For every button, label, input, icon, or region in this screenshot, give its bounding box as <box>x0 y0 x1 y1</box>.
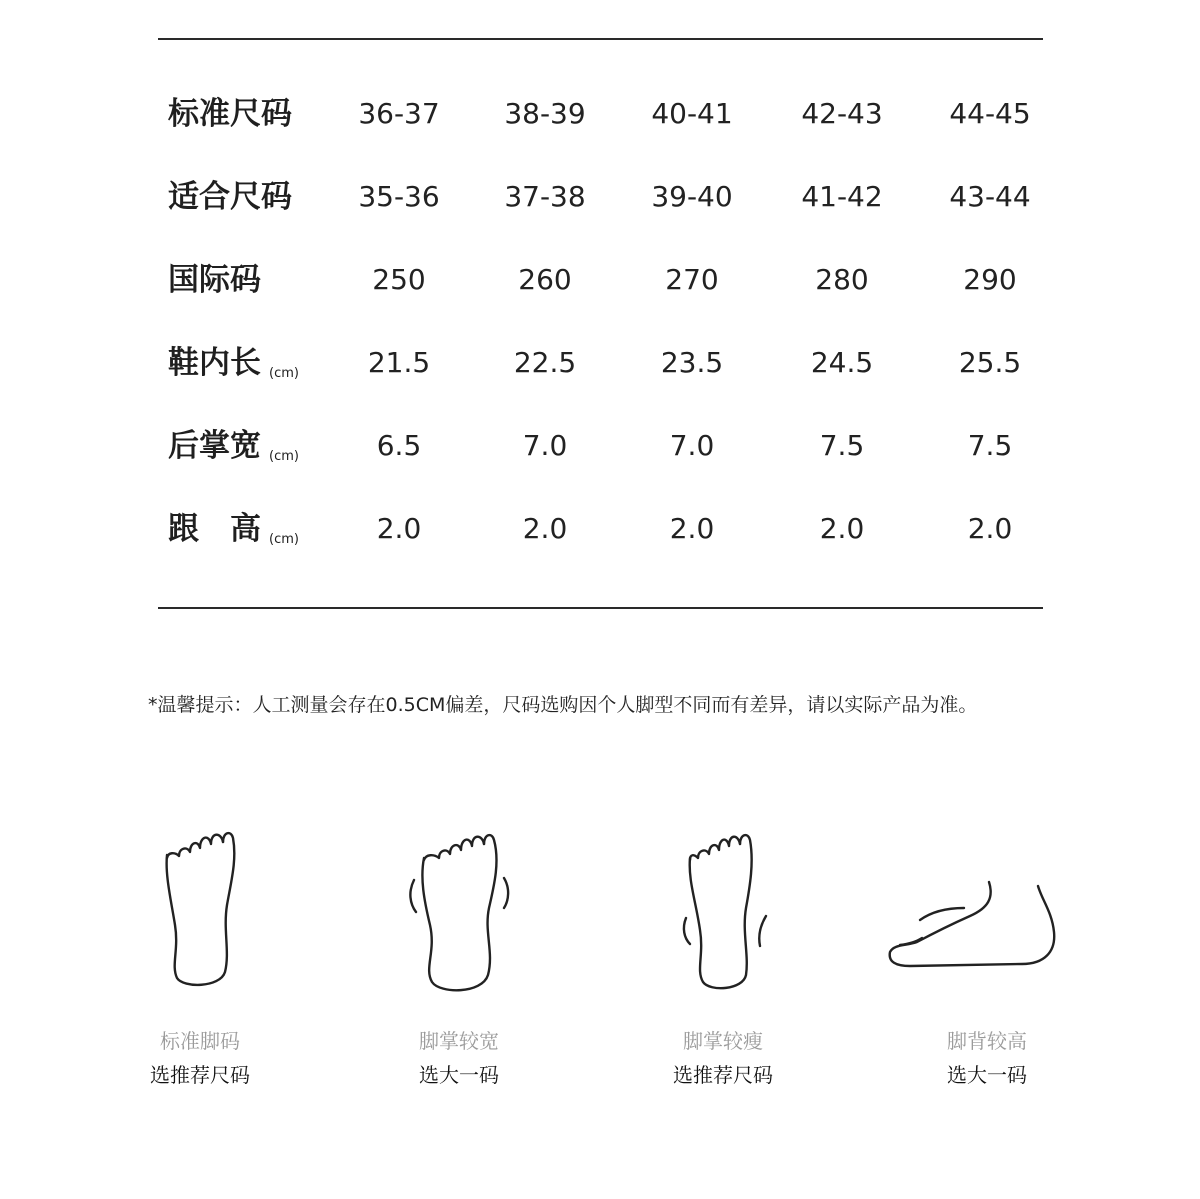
foot-type-standard <box>85 820 315 1100</box>
table-cell: 270 <box>665 263 719 296</box>
table-cell: 2.0 <box>669 512 715 545</box>
table-cell: 2.0 <box>376 512 422 545</box>
foot-type-title: 脚背较高 <box>947 1029 1027 1053</box>
table-row <box>0 333 1200 393</box>
table-cell: 42-43 <box>801 97 883 130</box>
table-bottom-rule <box>158 607 1043 609</box>
table-cell: 250 <box>372 263 426 296</box>
measurement-note: *温馨提示：人工测量会存在0.5CM偏差，尺码选购因个人脚型不同而有差异，请以实际产品为准。 <box>148 694 978 716</box>
foot-type-advice: 选大一码 <box>947 1063 1027 1087</box>
table-cell: 38-39 <box>504 97 586 130</box>
table-cell: 7.5 <box>967 429 1013 462</box>
narrow-foot-icon <box>608 820 838 1020</box>
table-cell: 25.5 <box>958 346 1022 379</box>
table-cell: 36-37 <box>358 97 440 130</box>
table-cell: 290 <box>963 263 1017 296</box>
table-cell: 35-36 <box>358 180 440 213</box>
foot-type-advice: 选推荐尺码 <box>673 1063 773 1087</box>
table-row <box>0 84 1200 144</box>
table-row <box>0 167 1200 227</box>
foot-type-advice: 选大一码 <box>419 1063 499 1087</box>
table-cell: 22.5 <box>513 346 577 379</box>
foot-type-wide <box>344 820 574 1100</box>
table-cell: 43-44 <box>949 180 1031 213</box>
row-label: 标准尺码 <box>168 96 292 132</box>
foot-type-title: 脚掌较瘦 <box>683 1029 763 1053</box>
foot-type-title: 脚掌较宽 <box>419 1029 499 1053</box>
high-instep-foot-icon <box>872 820 1102 1020</box>
foot-type-high-instep <box>872 820 1102 1100</box>
row-label: 后掌宽 (cm) <box>168 428 299 464</box>
table-cell: 6.5 <box>376 429 422 462</box>
table-cell: 21.5 <box>367 346 431 379</box>
table-cell: 41-42 <box>801 180 883 213</box>
table-row <box>0 416 1200 476</box>
table-cell: 280 <box>815 263 869 296</box>
table-cell: 44-45 <box>949 97 1031 130</box>
table-cell: 24.5 <box>810 346 874 379</box>
foot-type-narrow <box>608 820 838 1100</box>
table-cell: 37-38 <box>504 180 586 213</box>
row-label: 国际码 <box>168 262 261 298</box>
foot-type-title: 标准脚码 <box>160 1029 240 1053</box>
table-cell: 2.0 <box>967 512 1013 545</box>
table-cell: 260 <box>518 263 572 296</box>
table-row <box>0 250 1200 310</box>
table-cell: 7.0 <box>669 429 715 462</box>
table-cell: 2.0 <box>522 512 568 545</box>
table-cell: 2.0 <box>819 512 865 545</box>
table-cell: 23.5 <box>660 346 724 379</box>
table-cell: 40-41 <box>651 97 733 130</box>
table-cell: 7.5 <box>819 429 865 462</box>
wide-foot-icon <box>344 820 574 1020</box>
table-cell: 7.0 <box>522 429 568 462</box>
row-label: 跟 高 (cm) <box>168 511 299 547</box>
table-row <box>0 499 1200 559</box>
foot-type-advice: 选推荐尺码 <box>150 1063 250 1087</box>
table-cell: 39-40 <box>651 180 733 213</box>
standard-foot-icon <box>85 820 315 1020</box>
row-label: 鞋内长 (cm) <box>168 345 299 381</box>
row-label: 适合尺码 <box>168 179 292 215</box>
